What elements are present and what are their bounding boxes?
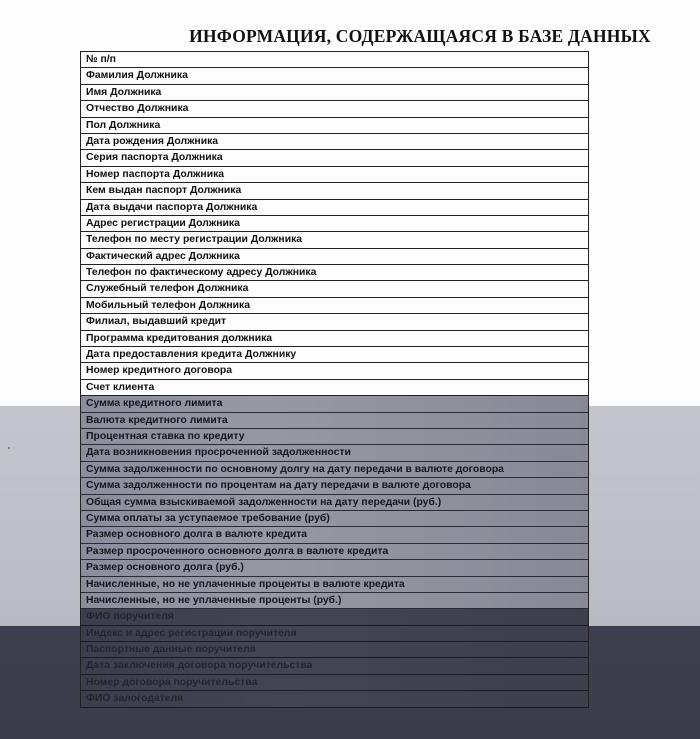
table-row: Служебный телефон Должника (81, 281, 588, 297)
table-row: Дата возникновения просроченной задолженности (81, 445, 588, 461)
table-row: Телефон по месту регистрации Должника (81, 232, 588, 248)
table-row: Сумма кредитного лимита (81, 396, 588, 412)
table-row: Имя Должника (81, 85, 588, 101)
table-row: Размер основного долга в валюте кредита (81, 527, 588, 543)
table-row: Процентная ставка по кредиту (81, 429, 588, 445)
table-row: Телефон по фактическому адресу Должника (81, 265, 588, 281)
table-row: Валюта кредитного лимита (81, 413, 588, 429)
table-row: Программа кредитования должника (81, 331, 588, 347)
table-row: Дата предоставления кредита Должнику (81, 347, 588, 363)
table-row: Номер договора поручительства (81, 675, 588, 691)
table-row: Начисленные, но не уплаченные проценты (руб.) (81, 593, 588, 609)
table-row: Фактический адрес Должника (81, 249, 588, 265)
table-row: Адрес регистрации Должника (81, 216, 588, 232)
table-row: № п/п (81, 52, 588, 68)
table-row: Номер кредитного договора (81, 363, 588, 379)
table-row: Размер основного долга (руб.) (81, 560, 588, 576)
table-row: Индекс и адрес регистрации поручителя (81, 626, 588, 642)
fields-table (80, 51, 589, 708)
table-row: ФИО поручителя (81, 609, 588, 625)
table-row: Начисленные, но не уплаченные проценты в валюте кредита (81, 577, 588, 593)
table-row: Пол Должника (81, 118, 588, 134)
table-row: ФИО залогодателя (81, 691, 588, 707)
table-row: Номер паспорта Должника (81, 167, 588, 183)
table-row: Сумма задолженности по процентам на дату передачи в валюте договора (81, 478, 588, 494)
table-row: Отчество Должника (81, 101, 588, 117)
table-row: Счет клиента (81, 380, 588, 396)
scan-speck (8, 447, 10, 449)
table-row: Дата рождения Должника (81, 134, 588, 150)
table-row: Сумма задолженности по основному долгу на дату передачи в валюте договора (81, 462, 588, 478)
table-row: Дата выдачи паспорта Должника (81, 200, 588, 216)
document-title: ИНФОРМАЦИЯ, СОДЕРЖАЩАЯСЯ В БАЗЕ ДАННЫХ (189, 26, 651, 46)
table-row: Общая сумма взыскиваемой задолженности на дату передачи (руб.) (81, 495, 588, 511)
table-row: Филиал, выдавший кредит (81, 314, 588, 330)
table-row: Кем выдан паспорт Должника (81, 183, 588, 199)
table-row: Дата заключения договора поручительства (81, 658, 588, 674)
table-row: Паспортные данные поручителя (81, 642, 588, 658)
table-row: Мобильный телефон Должника (81, 298, 588, 314)
table-row: Серия паспорта Должника (81, 150, 588, 166)
table-row: Размер просроченного основного долга в валюте кредита (81, 544, 588, 560)
table-row: Фамилия Должника (81, 68, 588, 84)
table-row: Сумма оплаты за уступаемое требование (руб) (81, 511, 588, 527)
